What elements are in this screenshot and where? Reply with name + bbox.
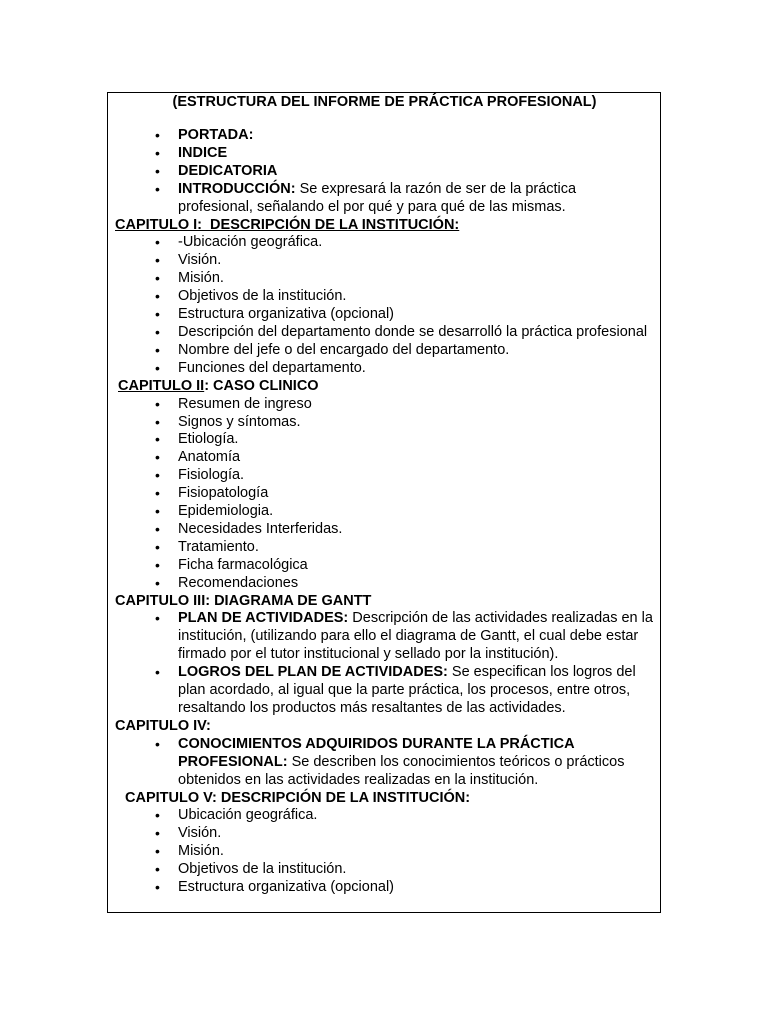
chapter5-list <box>115 807 654 897</box>
list-item: • Anatomía <box>115 449 654 467</box>
document-page <box>107 92 661 913</box>
chapter4-heading: CAPITULO IV: <box>115 717 211 734</box>
item-text: Descripción de las actividades realizadas en la institución, (utilizando para ello el diagrama de Gantt, el cual debe estar firmado por el tutor institucional y sellado por la institución). <box>178 610 653 663</box>
chapter3-heading: CAPITULO III: DIAGRAMA DE GANTT <box>115 592 372 609</box>
list-item <box>115 145 654 163</box>
list-item: • Visión. <box>115 825 654 843</box>
chapter1-label: CAPITULO I: <box>115 216 202 233</box>
list-item: • Descripción del departamento donde se desarrolló la práctica profesional <box>115 324 654 342</box>
item-label: CONOCIMIENTOS ADQUIRIDOS DURANTE LA PRÁCTICA PROFESIONAL: <box>178 735 575 770</box>
list-item: • Epidemiologia. <box>115 503 654 521</box>
document-title: (ESTRUCTURA DEL INFORME DE PRÁCTICA PROFESIONAL) <box>172 94 597 110</box>
chapter2-list <box>115 396 654 593</box>
list-item: • Ubicación geográfica. <box>115 807 654 825</box>
list-item: • Ficha farmacológica <box>115 557 654 575</box>
chapter2-label: CAPITULO II <box>118 377 205 394</box>
chapter4-list <box>115 736 654 790</box>
list-item <box>115 736 654 790</box>
list-item: • Fisiología. <box>115 467 654 485</box>
item-text: Se describen los conocimientos teóricos o prácticos obtenidos en las actividades realizadas en la institución. <box>178 753 625 788</box>
list-item <box>115 610 654 664</box>
list-item: • Visión. <box>115 252 654 270</box>
list-item <box>115 127 654 145</box>
list-item: • Misión. <box>115 843 654 861</box>
list-item: • Etiología. <box>115 431 654 449</box>
list-item: • Objetivos de la institución. <box>115 288 654 306</box>
list-item <box>115 181 654 217</box>
list-item: • Necesidades Interferidas. <box>115 521 654 539</box>
chapter2-title: : CASO CLINICO <box>204 377 319 394</box>
item-text: Se expresará la razón de ser de la práctica profesional, señalando el por qué y para qué de las mismas. <box>178 180 577 215</box>
item-label: INDICE <box>178 144 228 161</box>
list-item <box>115 664 654 718</box>
chapter1-title: DESCRIPCIÓN DE LA INSTITUCIÓN: <box>202 216 460 233</box>
item-text: Se especifican los logros del plan acordado, al igual que la parte práctica, los procesos, entre otros, resaltando los productos más resaltantes de las actividades. <box>178 664 636 716</box>
list-item: • Tratamiento. <box>115 539 654 557</box>
list-item: • Funciones del departamento. <box>115 360 654 378</box>
item-label: LOGROS DEL PLAN DE ACTIVIDADES: <box>178 664 448 681</box>
item-label: INTRODUCCIÓN: <box>178 180 296 197</box>
item-label: PLAN DE ACTIVIDADES: <box>178 610 349 627</box>
list-item: • -Ubicación geográfica. <box>115 234 654 252</box>
chapter2-heading <box>115 378 654 396</box>
chapter1-heading <box>115 217 654 235</box>
list-item: • Fisiopatología <box>115 485 654 503</box>
list-item: • Objetivos de la institución. <box>115 861 654 879</box>
item-label: DEDICATORIA <box>178 162 278 179</box>
chapter3-list <box>115 610 654 717</box>
list-item: • Estructura organizativa (opcional) <box>115 306 654 324</box>
list-item: • Recomendaciones <box>115 575 654 593</box>
intro-list <box>115 127 654 217</box>
list-item: • Misión. <box>115 270 654 288</box>
chapter1-list <box>115 234 654 377</box>
list-item: • Resumen de ingreso <box>115 396 654 414</box>
list-item: • Nombre del jefe o del encargado del departamento. <box>115 342 654 360</box>
list-item <box>115 163 654 181</box>
item-label: PORTADA: <box>178 127 254 143</box>
chapter5-heading: CAPITULO V: DESCRIPCIÓN DE LA INSTITUCIÓN: <box>125 789 471 806</box>
list-item: • Signos y síntomas. <box>115 414 654 432</box>
list-item: • Estructura organizativa (opcional) <box>115 879 654 897</box>
